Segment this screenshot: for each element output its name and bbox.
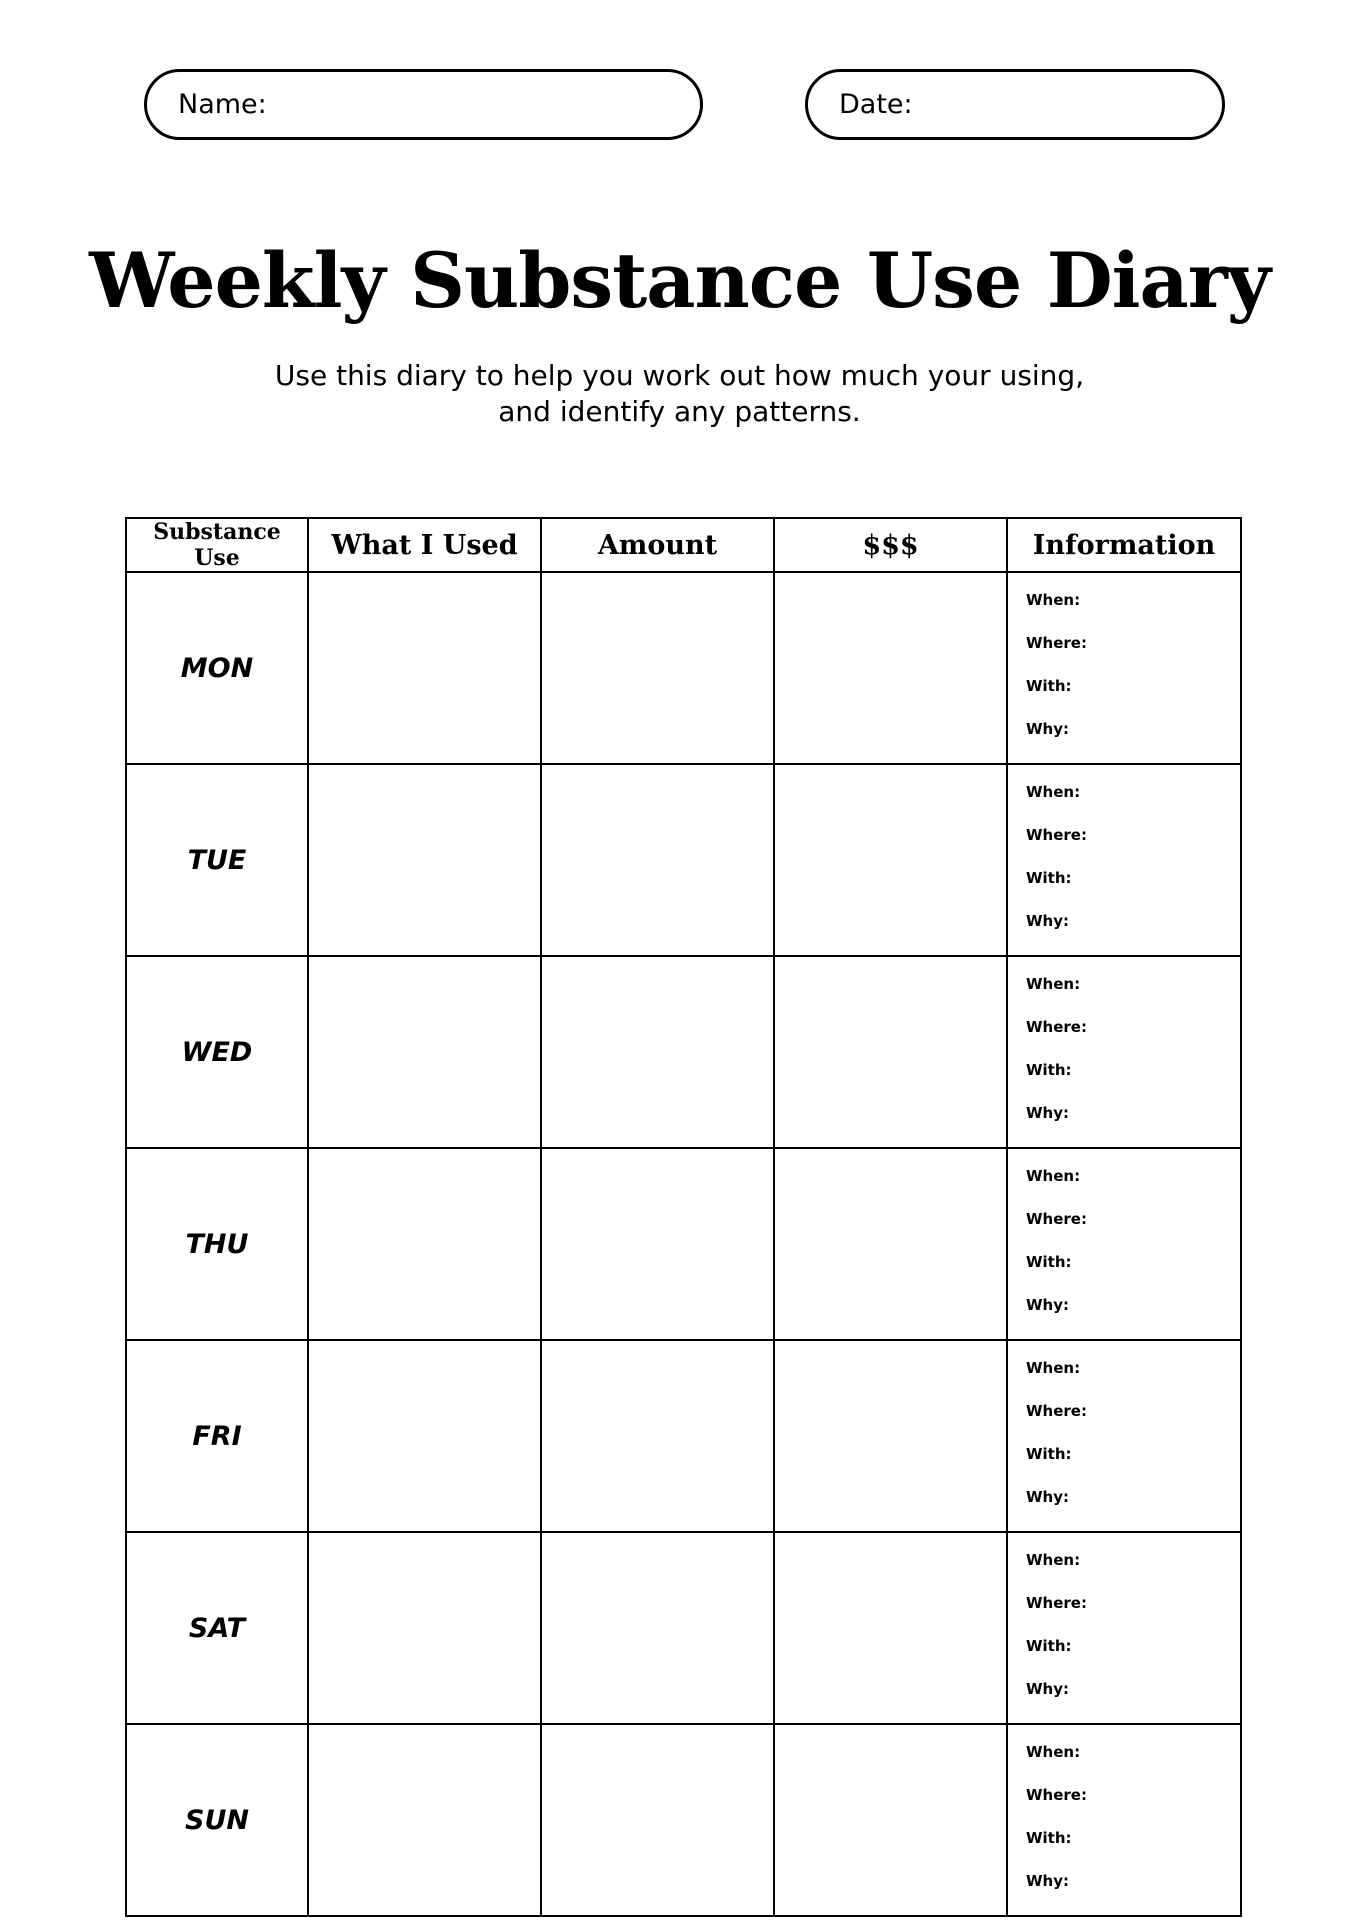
information-list	[1008, 573, 1240, 763]
cost-cell[interactable]	[774, 1532, 1007, 1724]
cost-cell[interactable]	[774, 1340, 1007, 1532]
page-subtitle	[0, 358, 1359, 430]
information-label: When:	[1026, 1743, 1081, 1761]
header-row	[126, 518, 1241, 572]
information-list	[1008, 1341, 1240, 1531]
table-row	[126, 1532, 1241, 1724]
column-header-cost: $$$	[774, 518, 1007, 572]
day-label: FRI	[126, 1340, 308, 1532]
what-i-used-cell[interactable]	[308, 1340, 541, 1532]
information-label: Where:	[1026, 1594, 1087, 1612]
information-list	[1008, 765, 1240, 955]
information-cell[interactable]	[1007, 1724, 1241, 1916]
information-list	[1008, 957, 1240, 1147]
amount-cell[interactable]	[541, 1340, 774, 1532]
information-label: Why:	[1026, 1104, 1070, 1122]
cost-cell[interactable]	[774, 764, 1007, 956]
date-field[interactable]	[805, 69, 1225, 140]
amount-cell[interactable]	[541, 1532, 774, 1724]
information-label: With:	[1026, 1829, 1072, 1847]
name-field[interactable]	[144, 69, 703, 140]
table-row	[126, 764, 1241, 956]
information-cell[interactable]	[1007, 1340, 1241, 1532]
name-label: Name:	[178, 89, 267, 120]
information-label: When:	[1026, 975, 1081, 993]
subtitle-line-2: and identify any patterns.	[498, 395, 861, 428]
amount-cell[interactable]	[541, 572, 774, 764]
information-label: With:	[1026, 1637, 1072, 1655]
what-i-used-cell[interactable]	[308, 1148, 541, 1340]
day-label: WED	[126, 956, 308, 1148]
column-header-substance-use: Substance Use	[126, 518, 308, 572]
cost-cell[interactable]	[774, 956, 1007, 1148]
cost-cell[interactable]	[774, 572, 1007, 764]
table-row	[126, 572, 1241, 764]
information-label: When:	[1026, 1551, 1081, 1569]
information-label: Why:	[1026, 720, 1070, 738]
amount-cell[interactable]	[541, 956, 774, 1148]
what-i-used-cell[interactable]	[308, 1724, 541, 1916]
table-row	[126, 1340, 1241, 1532]
table-row	[126, 1148, 1241, 1340]
information-list	[1008, 1149, 1240, 1339]
information-label: When:	[1026, 1359, 1081, 1377]
information-label: With:	[1026, 1253, 1072, 1271]
information-label: Why:	[1026, 1872, 1070, 1890]
date-label: Date:	[839, 89, 913, 120]
information-label: Why:	[1026, 1296, 1070, 1314]
day-label: SAT	[126, 1532, 308, 1724]
information-label: With:	[1026, 1061, 1072, 1079]
information-label: Where:	[1026, 1786, 1087, 1804]
cost-cell[interactable]	[774, 1724, 1007, 1916]
day-label: MON	[126, 572, 308, 764]
information-list	[1008, 1725, 1240, 1915]
information-label: Where:	[1026, 826, 1087, 844]
cost-cell[interactable]	[774, 1148, 1007, 1340]
page-title: Weekly Substance Use Diary	[89, 236, 1270, 325]
diary-table	[125, 517, 1242, 1917]
information-label: Where:	[1026, 634, 1087, 652]
day-label: TUE	[126, 764, 308, 956]
information-label: With:	[1026, 1445, 1072, 1463]
amount-cell[interactable]	[541, 1724, 774, 1916]
information-label: Where:	[1026, 1018, 1087, 1036]
table-row	[126, 956, 1241, 1148]
information-cell[interactable]	[1007, 956, 1241, 1148]
information-cell[interactable]	[1007, 1148, 1241, 1340]
information-label: Where:	[1026, 1402, 1087, 1420]
what-i-used-cell[interactable]	[308, 572, 541, 764]
information-label: Why:	[1026, 912, 1070, 930]
information-label: When:	[1026, 591, 1081, 609]
amount-cell[interactable]	[541, 1148, 774, 1340]
column-header-amount: Amount	[541, 518, 774, 572]
information-list	[1008, 1533, 1240, 1723]
what-i-used-cell[interactable]	[308, 764, 541, 956]
table-row	[126, 1724, 1241, 1916]
amount-cell[interactable]	[541, 764, 774, 956]
day-label: SUN	[126, 1724, 308, 1916]
what-i-used-cell[interactable]	[308, 956, 541, 1148]
column-header-what-i-used: What I Used	[308, 518, 541, 572]
column-header-information: Information	[1007, 518, 1241, 572]
day-label: THU	[126, 1148, 308, 1340]
information-label: When:	[1026, 783, 1081, 801]
information-cell[interactable]	[1007, 1532, 1241, 1724]
information-label: Where:	[1026, 1210, 1087, 1228]
information-label: Why:	[1026, 1488, 1070, 1506]
what-i-used-cell[interactable]	[308, 1532, 541, 1724]
information-cell[interactable]	[1007, 572, 1241, 764]
subtitle-line-1: Use this diary to help you work out how much your using,	[274, 359, 1085, 392]
information-label: With:	[1026, 869, 1072, 887]
information-label: With:	[1026, 677, 1072, 695]
information-label: Why:	[1026, 1680, 1070, 1698]
information-cell[interactable]	[1007, 764, 1241, 956]
information-label: When:	[1026, 1167, 1081, 1185]
